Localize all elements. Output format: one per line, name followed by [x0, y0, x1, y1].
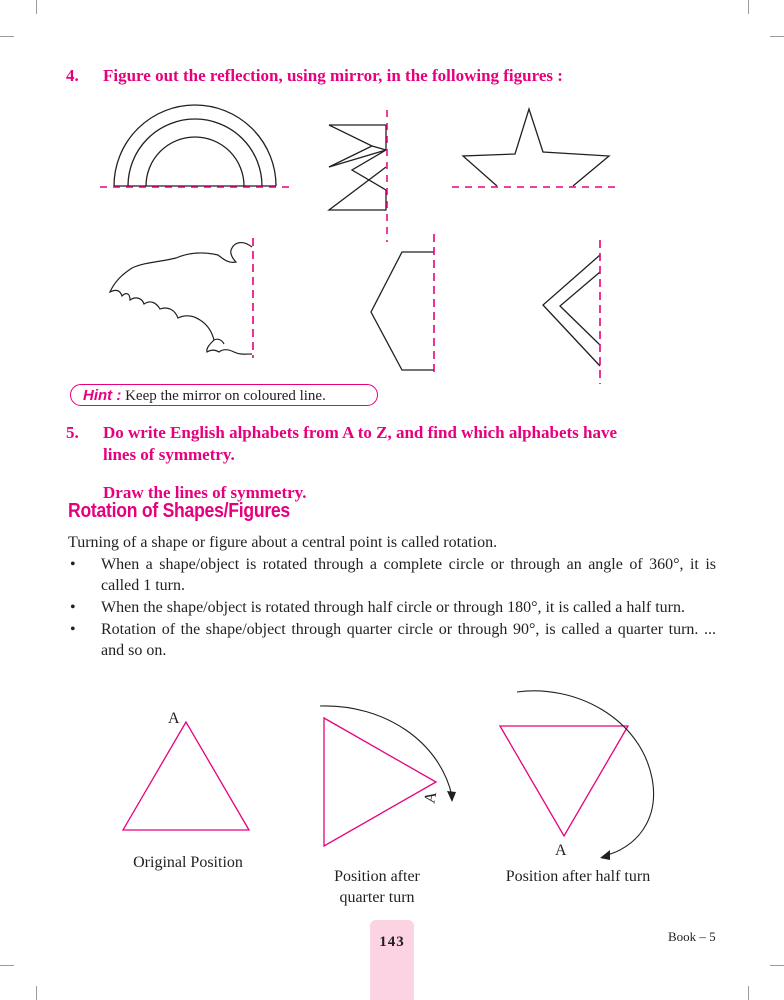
vertex-label-a: A [555, 842, 567, 859]
hint-text: Keep the mirror on coloured line. [121, 388, 326, 404]
caption-quarter-turn [316, 866, 438, 908]
bullet-icon: • [70, 599, 76, 616]
half-turn-triangle [500, 726, 628, 836]
m-half-figure [329, 125, 386, 210]
original-triangle [123, 722, 249, 830]
question-text-line-2: lines of symmetry. [103, 445, 235, 464]
list-item-text: When a shape/object is rotated through a complete circle or through an angle of 360°, it is called 1 turn. [101, 556, 716, 594]
bullet-icon: • [70, 621, 76, 638]
hexagon-half-figure [371, 252, 434, 370]
quarter-turn-arrow [320, 706, 452, 796]
list-item [68, 597, 716, 618]
hint-box [70, 384, 378, 406]
question-5 [66, 422, 716, 504]
caption-half-turn: Position after half turn [505, 868, 651, 885]
question-number: 5. [66, 423, 79, 442]
list-item-text: Rotation of the shape/object through quarter circle or through 90°, is called a quarter turn. ... and so on. [101, 621, 716, 659]
caption-quarter-line-1: Position after [334, 868, 420, 885]
hint-label: Hint : [83, 387, 122, 404]
rainbow-figure [114, 105, 276, 186]
list-item [68, 554, 716, 596]
page-number: 143 [379, 934, 405, 950]
intro-paragraph: Turning of a shape or figure about a central point is called rotation. [68, 534, 498, 551]
bullet-list [68, 554, 716, 662]
chevron-figure [543, 255, 600, 366]
section-heading: Rotation of Shapes/Figures [68, 500, 290, 522]
quarter-turn-triangle [324, 718, 436, 846]
list-item-text: When the shape/object is rotated through half circle or through 180°, it is called a half turn. [101, 599, 685, 616]
book-label: Book – 5 [668, 929, 716, 944]
page-number-tab [370, 920, 414, 1000]
list-item [68, 619, 716, 661]
caption-quarter-line-2: quarter turn [339, 889, 415, 906]
question-number: 4. [66, 66, 79, 85]
half-turn-arrow [517, 691, 654, 856]
bat-figure [110, 243, 252, 355]
caption-original: Original Position [133, 854, 243, 871]
star-figure [463, 109, 609, 186]
question-text-line-1: Do write English alphabets from A to Z, and find which alphabets have [103, 423, 618, 442]
arrow-head-icon [447, 791, 456, 802]
bullet-icon: • [70, 556, 76, 573]
vertex-label-a: A [421, 790, 441, 805]
question-text-line-3: Draw the lines of symmetry. [103, 483, 307, 502]
question-text: Figure out the reflection, using mirror, in the following figures : [103, 66, 563, 85]
vertex-label-a: A [168, 710, 180, 727]
arrow-head-icon [600, 850, 610, 860]
